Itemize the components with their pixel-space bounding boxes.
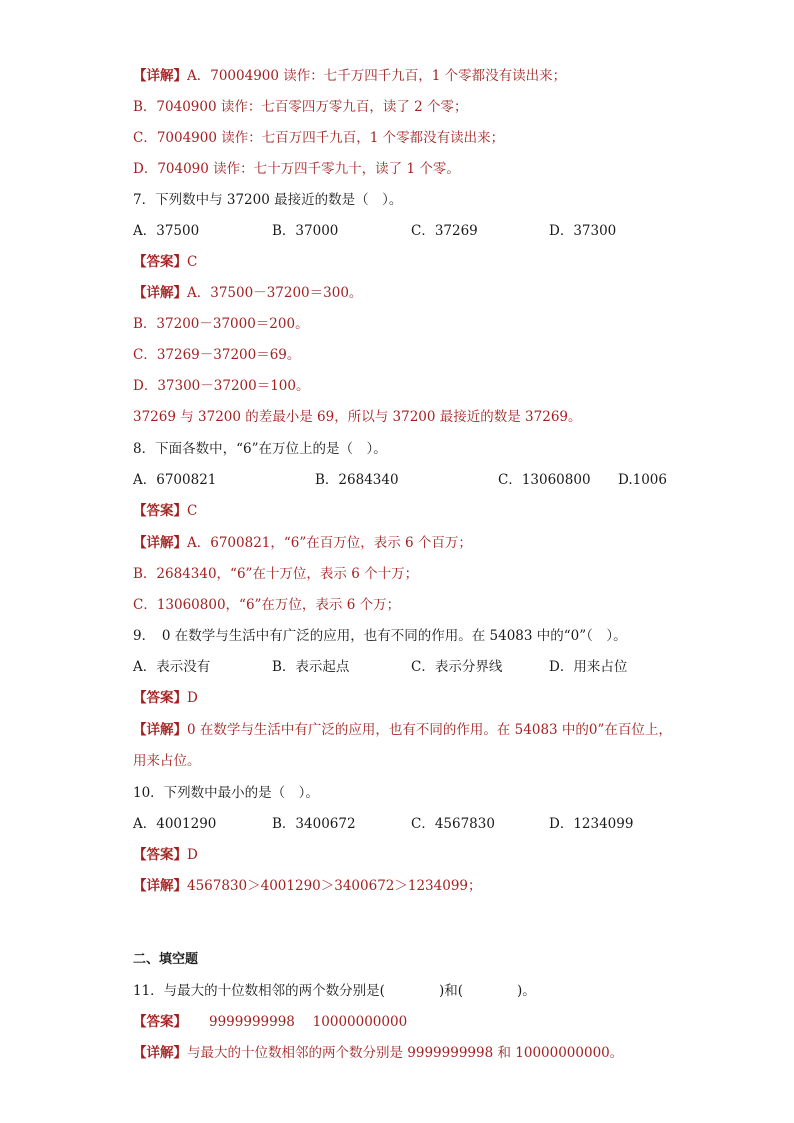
q10-option-c: C．4567830 xyxy=(411,816,495,832)
q10-detail xyxy=(133,876,482,896)
q7-option-a: A．37500 xyxy=(133,223,200,239)
q9-answer-value: D xyxy=(187,690,198,706)
q8-option-d: D.1006 xyxy=(618,472,667,488)
q6-detail-a xyxy=(133,66,566,86)
q10-option-b: B．3400672 xyxy=(272,816,356,832)
q8-option-a: A．6700821 xyxy=(133,472,217,488)
q7-stem: 7．下列数中与 37200 最接近的数是（ ）。 xyxy=(133,192,403,208)
q6-detail-a-text: A．70004900 读作：七千万四千九百，1 个零都没有读出来； xyxy=(187,68,567,84)
q10-answer xyxy=(133,845,198,865)
detail-tag: 【详解】 xyxy=(133,878,187,894)
q9-detail-line1-text: 0 在数学与生活中有广泛的应用，也有不同的作用。在 54083 中的0”在百位上， xyxy=(187,722,672,738)
q7-detail-d: D．37300－37200＝100。 xyxy=(133,378,310,394)
q6-detail-b: B．7040900 读作：七百零四万零九百，读了 2 个零； xyxy=(133,99,468,115)
q9-option-b: B．表示起点 xyxy=(272,659,350,675)
q8-option-b: B．2684340 xyxy=(315,472,399,488)
q7-conclusion: 37269 与 37200 的差最小是 69，所以与 37200 最接近的数是 37269。 xyxy=(133,409,582,425)
q9-options xyxy=(133,657,733,677)
answer-tag: 【答案】 xyxy=(133,503,187,519)
q8-answer-value: C xyxy=(187,503,198,519)
q8-detail-b: B．2684340，“6”在十万位，表示 6 个十万； xyxy=(133,566,419,582)
q7-detail-a xyxy=(133,283,362,303)
q7-answer-value: C xyxy=(187,254,198,270)
q9-option-c: C．表示分界线 xyxy=(411,659,503,675)
q7-answer xyxy=(133,252,197,272)
q10-stem: 10．下列数中最小的是（ ）。 xyxy=(133,785,319,801)
section-title: 二、填空题 xyxy=(133,952,199,967)
q8-option-c: C．13060800 xyxy=(498,472,591,488)
answer-tag: 【答案】 xyxy=(133,1014,187,1030)
q9-option-d: D．用来占位 xyxy=(549,659,628,675)
q7-option-c: C．37269 xyxy=(411,223,478,239)
q7-option-d: D．37300 xyxy=(549,223,617,239)
q11-detail xyxy=(133,1043,623,1063)
q10-options xyxy=(133,814,733,834)
detail-tag: 【详解】 xyxy=(133,722,187,738)
q11-answer-value: 9999999998 10000000000 xyxy=(209,1014,408,1030)
q10-answer-value: D xyxy=(187,847,198,863)
detail-tag: 【详解】 xyxy=(133,68,187,84)
q8-detail-c: C．13060800，“6”在万位，表示 6 个万； xyxy=(133,597,401,613)
q9-stem: 9． 0 在数学与生活中有广泛的应用，也有不同的作用。在 54083 中的“0”（ ）。 xyxy=(133,628,627,644)
q11-answer xyxy=(133,1012,407,1032)
q8-detail-a-text: A．6700821，“6”在百万位，表示 6 个百万； xyxy=(187,535,472,551)
q6-detail-c: C．7004900 读作：七百万四千九百，1 个零都没有读出来； xyxy=(133,130,505,146)
detail-tag: 【详解】 xyxy=(133,1045,187,1061)
q7-options xyxy=(133,221,733,241)
detail-tag: 【详解】 xyxy=(133,535,187,551)
q7-detail-b: B．37200－37000＝200。 xyxy=(133,316,309,332)
detail-tag: 【详解】 xyxy=(133,285,187,301)
q9-option-a: A．表示没有 xyxy=(133,659,211,675)
q10-option-a: A．4001290 xyxy=(133,816,217,832)
q7-detail-a-text: A．37500－37200＝300。 xyxy=(187,285,363,301)
q6-detail-d: D．704090 读作：七十万四千零九十，读了 1 个零。 xyxy=(133,161,460,177)
answer-tag: 【答案】 xyxy=(133,690,187,706)
answer-tag: 【答案】 xyxy=(133,847,187,863)
q7-option-b: B．37000 xyxy=(272,223,339,239)
q11-stem: 11．与最大的十位数相邻的两个数分别是( )和( )。 xyxy=(133,983,536,999)
q8-options xyxy=(133,470,733,490)
q10-detail-text: 4567830＞4001290＞3400672＞1234099； xyxy=(187,878,482,894)
q11-detail-text: 与最大的十位数相邻的两个数分别是 9999999998 和 10000000000。 xyxy=(187,1045,624,1061)
answer-tag: 【答案】 xyxy=(133,254,187,270)
q8-stem: 8．下面各数中，“6”在万位上的是（ ）。 xyxy=(133,441,387,457)
q8-detail-a xyxy=(133,533,472,553)
q9-answer xyxy=(133,688,198,708)
q8-answer xyxy=(133,501,197,521)
q9-detail-line2: 用来占位。 xyxy=(133,753,201,769)
q10-option-d: D．1234099 xyxy=(549,816,634,832)
q9-detail-line1 xyxy=(133,720,672,740)
q7-detail-c: C．37269－37200＝69。 xyxy=(133,347,301,363)
